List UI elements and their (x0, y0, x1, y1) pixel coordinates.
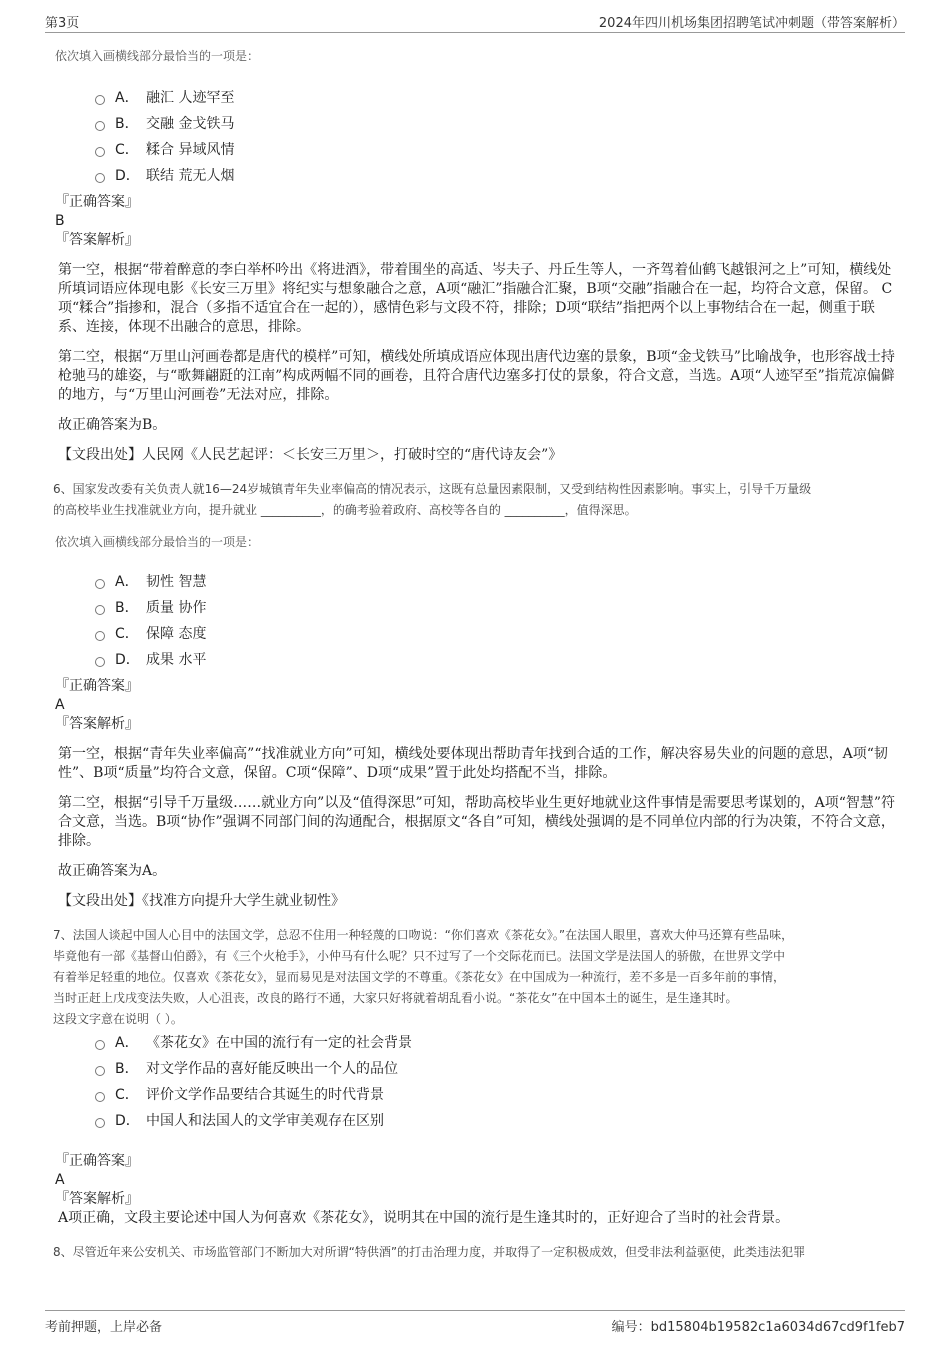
q7-stem-line3: 有着举足轻重的地位。仅喜欢《茶花女》，显而易见是对法国文学的不尊重。《茶花女》在中国成为一种流行，差不多是一百多年前的事情， (53, 970, 786, 984)
q6-answer-label: 『正确答案』 (55, 678, 139, 694)
q5-analysis-p1: 第一空，根据“带着醉意的李白举杯吟出《将进酒》，带着围坐的高适、岑夫子、丹丘生等人，一齐驾着仙鹤飞越银河之上”可知，横线处所填词语应体现电影《长安三万里》将纪实与想象融合之意，A项“融汇”指融合汇聚，B项“交融”指融合在一起，均符合文意，保留。 C项“糅合”指掺和，混合（多指不适宜合在一起的），感情色彩与文段不符，排除；D项“联结”指把两个以上事物结合在一起，侧重于联系、连接，体现不出融合的意思，排除。 (58, 262, 893, 335)
q6-analysis-p1: 第一空，根据“青年失业率偏高”“找准就业方向”可知，横线处要体现出帮助青年找到合适的工作，解决容易失业的问题的意思，A项“韧性”、B项“质量”均符合文意，保留。C项“保障”、D项“成果”置于此处均搭配不当，排除。 (58, 746, 888, 781)
q6-answer: A (55, 697, 65, 713)
q5-analysis-p2: 第二空，根据“万里山河画卷都是唐代的模样”可知，横线处所填成语应体现出唐代边塞的景象，B项“金戈铁马”比喻战争，也形容战士持枪驰马的雄姿，与“歌舞翩跹的江南”构成两幅不同的画卷，且符合唐代边塞多打仗的景象，符合文意，当选。A项“人迹罕至”指荒凉偏僻的地方，与“万里山河画卷”无法对应，排除。 (58, 349, 895, 403)
q6-prompt: 依次填入画横线部分最恰当的一项是： (55, 535, 260, 549)
q5-option-d[interactable]: D． 联结 荒无人烟 (95, 163, 900, 189)
q7-stem-line1: 7、法国人谈起中国人心目中的法国文学，总忍不住用一种轻蔑的口吻说：“你们喜欢《茶花女》。”在法国人眼里，喜欢大仲马还算有些品味， (53, 928, 794, 942)
q6-option-a[interactable]: A． 韧性 智慧 (95, 569, 900, 595)
q7-answer: A (55, 1172, 65, 1188)
q6-option-b[interactable]: B． 质量 协作 (95, 595, 900, 621)
q5-options (95, 85, 900, 189)
q7-option-d[interactable]: D． 中国人和法国人的文学审美观存在区别 (95, 1108, 900, 1134)
radio-icon[interactable] (95, 657, 105, 667)
q7-options (95, 1030, 900, 1134)
radio-icon[interactable] (95, 1092, 105, 1102)
q5-answer-label: 『正确答案』 (55, 194, 139, 210)
q6-option-d[interactable]: D． 成果 水平 (95, 647, 900, 673)
q7-stem-line4: 当时正赶上戊戌变法失败，人心沮丧，改良的路行不通，大家只好将就着胡乱看小说。“茶花女”在中国本土的诞生，是生逢其时。 (53, 991, 738, 1005)
q5-prompt: 依次填入画横线部分最恰当的一项是： (55, 49, 260, 63)
footer-slogan: 考前押题，上岸必备 (45, 1320, 163, 1335)
radio-icon[interactable] (95, 631, 105, 641)
radio-icon[interactable] (95, 95, 105, 105)
document-code: 编号：bd15804b19582c1a6034d67cd9f1feb7 (611, 1320, 905, 1335)
q5-analysis-conclusion: 故正确答案为B。 (58, 417, 167, 433)
q6-option-c[interactable]: C． 保障 态度 (95, 621, 900, 647)
page-number: 第3页 (45, 16, 80, 31)
q5-answer: B (55, 213, 65, 229)
q8-stem-line1: 8、尽管近年来公安机关、市场监管部门不断加大对所谓“特供酒”的打击治理力度，并取得了一定积极成效，但受非法利益驱使，此类违法犯罪 (53, 1245, 806, 1259)
radio-icon[interactable] (95, 147, 105, 157)
page-header (45, 12, 905, 33)
radio-icon[interactable] (95, 605, 105, 615)
radio-icon[interactable] (95, 173, 105, 183)
radio-icon[interactable] (95, 1118, 105, 1128)
q6-source: 【文段出处】《找准方向提升大学生就业韧性》 (58, 893, 345, 909)
q7-option-b[interactable]: B． 对文学作品的喜好能反映出一个人的品位 (95, 1056, 900, 1082)
radio-icon[interactable] (95, 1066, 105, 1076)
q7-option-c[interactable]: C． 评价文学作品要结合其诞生的时代背景 (95, 1082, 900, 1108)
page-content (55, 40, 900, 1263)
q6-analysis-conclusion: 故正确答案为A。 (58, 863, 167, 879)
page-footer (45, 1310, 905, 1337)
q5-option-a[interactable]: A． 融汇 人迹罕至 (95, 85, 900, 111)
document-title: 2024年四川机场集团招聘笔试冲刺题（带答案解析） (598, 16, 905, 31)
q6-analysis-p2: 第二空，根据“引导千万量级……就业方向”以及“值得深思”可知，帮助高校毕业生更好地就业这件事情是需要思考谋划的，A项“智慧”符合文意，当选。B项“协作”强调不同部门间的沟通配合，根据原文“各自”可知，横线处强调的是不同单位内部的行为决策，不符合文意，排除。 (58, 795, 896, 849)
q5-analysis-label: 『答案解析』 (55, 232, 139, 248)
q5-source: 【文段出处】人民网《人民艺起评：＜长安三万里＞，打破时空的“唐代诗友会”》 (58, 447, 563, 463)
q6-analysis-label: 『答案解析』 (55, 716, 139, 732)
q5-option-b[interactable]: B． 交融 金戈铁马 (95, 111, 900, 137)
q6-stem-line1: 6、国家发改委有关负责人就16—24岁城镇青年失业率偏高的情况表示，这既有总量因素限制，又受到结构性因素影响。事实上，引导千万量级 (53, 482, 812, 496)
q7-stem-line2: 毕竟他有一部《基督山伯爵》，有《三个火枪手》，小仲马有什么呢？只不过写了一个交际花而已。法国文学是法国人的骄傲，在世界文学中 (53, 949, 786, 963)
q7-analysis-label: 『答案解析』 (55, 1191, 139, 1207)
radio-icon[interactable] (95, 1040, 105, 1050)
radio-icon[interactable] (95, 121, 105, 131)
q5-option-c[interactable]: C． 糅合 异域风情 (95, 137, 900, 163)
q7-answer-label: 『正确答案』 (55, 1153, 139, 1169)
q6-stem-line2: 的高校毕业生找准就业方向，提升就业 __________，的确考验着政府、高校等各自的 __________，值得深思。 (53, 503, 637, 517)
radio-icon[interactable] (95, 579, 105, 589)
q6-options (95, 569, 900, 673)
q7-stem-line5: 这段文字意在说明（ ）。 (53, 1012, 183, 1026)
q7-option-a[interactable]: A． 《茶花女》在中国的流行有一定的社会背景 (95, 1030, 900, 1056)
q7-analysis: A项正确，文段主要论述中国人为何喜欢《茶花女》，说明其在中国的流行是生逢其时的，正好迎合了当时的社会背景。 (58, 1210, 790, 1226)
